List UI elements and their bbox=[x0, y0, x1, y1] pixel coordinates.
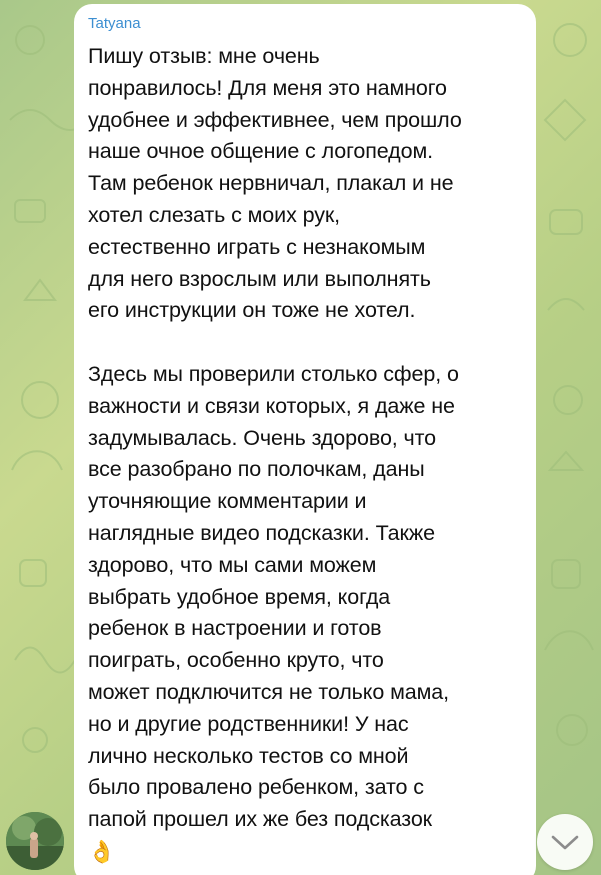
scroll-down-button[interactable] bbox=[537, 814, 593, 870]
avatar-photo-icon bbox=[6, 812, 64, 870]
message-bubble[interactable] bbox=[74, 4, 536, 875]
message-paragraph-1: Пишу отзыв: мне очень понравилось! Для меня это намного удобнее и эффективнее, чем прошло наше очное общение с логопедом. Там ребенок нервничал, плакал и не хотел слезать с моих рук, естественно играть с незнакомым для него взрослым или выполнять его инструкции он тоже не хотел. bbox=[88, 44, 462, 323]
sender-name[interactable]: Tatyana bbox=[88, 15, 141, 32]
message-paragraph-2: Здесь мы проверили столько сфер, о важности и связи которых, я даже не задумывалась. Очень здорово, что все разобрано по полочкам, даны уточняющие комментарии и наглядные видео подсказки. Также здорово, что мы сами можем выбрать удобное время, когда ребенок в настроении и готов поиграть, особенно круто, что может подключится не только мама, но и другие родственники! У нас лично несколько тестов со мной было провалено ребенком, зато с папой прошел их же без подсказок bbox=[88, 361, 459, 832]
user-avatar[interactable] bbox=[6, 812, 64, 870]
chevron-down-icon bbox=[550, 832, 580, 852]
ok-hand-emoji: 👌 bbox=[88, 838, 116, 864]
